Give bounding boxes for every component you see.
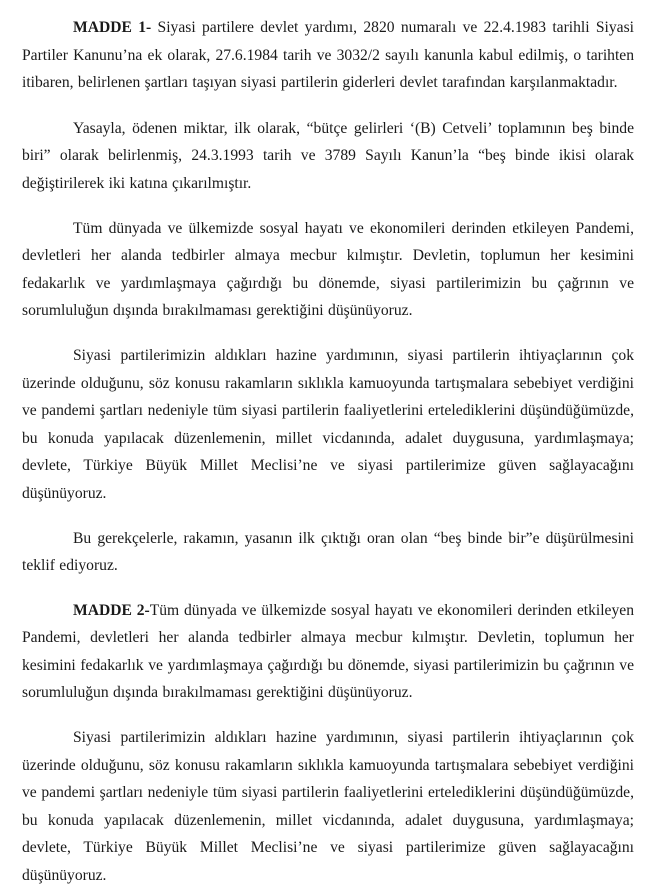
- document-page: [22, 14, 634, 890]
- paragraph-text: Tüm dünyada ve ülkemizde sosyal hayatı ve ekonomileri derinden etkileyen Pandemi, devletleri her alanda tedbirler almaya mecbur kılmıştır. Devletin, toplumun her kesimini fedakarlık ve yardımlaşmaya çağırdığı bu dönemde, siyasi partilerimizin bu çağrının ve sorumluluğun dışında bırakılmaması gerektiğini düşünüyoruz.: [22, 219, 634, 320]
- paragraph-text: Yasayla, ödenen miktar, ilk olarak, “bütçe gelirleri ‘(B) Cetveli’ toplamının beş binde biri” olarak belirlenmiş, 24.3.1993 tarih ve 3789 Sayılı Kanun’la “beş binde ikisi olarak değiştirilerek iki katına çıkarılmıştır.: [22, 119, 634, 192]
- article-heading-madde-1: MADDE 1-: [73, 19, 152, 36]
- paragraph-text: Bu gerekçelerle, rakamın, yasanın ilk çıktığı oran olan “beş binde bir”e düşürülmesini teklif ediyoruz.: [22, 529, 634, 575]
- paragraph-treasury-aid: [22, 342, 634, 508]
- paragraph-treasury-aid-repeat: [22, 724, 634, 890]
- article-heading-madde-2: MADDE 2-: [73, 601, 150, 619]
- paragraph-madde-2: [22, 597, 634, 707]
- paragraph-pandemic: [22, 215, 634, 325]
- paragraph-text: Siyasi partilerimizin aldıkları hazine yardımının, siyasi partilerin ihtiyaçlarının çok üzerinde olduğunu, söz konusu rakamların sıklıkla kamuoyunda tartışmalara sebebiyet verdiğini ve pandemi şartları nedeniyle tüm siyasi partilerin faaliyetlerini ertelediklerini düşündüğümüzde, bu konuda yapılacak düzenlemenin, millet vicdanında, adalet duygusuna, yardımlaşmaya; devlete, Türkiye Büyük Millet Meclisi’ne ve siyasi partilerimize güven sağlayacağını düşünüyoruz.: [22, 729, 634, 885]
- paragraph-text: Siyasi partilerimizin aldıkları hazine yardımının, siyasi partilerin ihtiyaçlarının çok üzerinde olduğunu, söz konusu rakamların sıklıkla kamuoyunda tartışmalara sebebiyet verdiğini ve pandemi şartları nedeniyle tüm siyasi partilerin faaliyetlerini ertelediklerini düşündüğümüzde, bu konuda yapılacak düzenlemenin, millet vicdanında, adalet duygusuna, yardımlaşmaya; devlete, Türkiye Büyük Millet Meclisi’ne ve siyasi partilerimize güven sağlayacağını düşünüyoruz.: [22, 346, 634, 502]
- paragraph-madde-1: [22, 14, 634, 97]
- paragraph-budget-history: [22, 115, 634, 198]
- paragraph-text: Siyasi partilere devlet yardımı, 2820 numaralı ve 22.4.1983 tarihli Siyasi Partiler Kanunu’na ek olarak, 27.6.1984 tarih ve 3032/2 sayılı kanunla kabul edilmiş, o tarihten itibaren, belirlenen şartları taşıyan siyasi partilerin giderleri devlet tarafından karşılanmaktadır.: [22, 19, 635, 92]
- paragraph-text: Tüm dünyada ve ülkemizde sosyal hayatı ve ekonomileri derinden etkileyen Pandemi, devletleri her alanda tedbirler almaya mecbur kılmıştır. Devletin, toplumun her kesimini fedakarlık ve yardımlaşmaya çağırdığı bu dönemde, siyasi partilerimizin bu çağrının ve sorumluluğun dışında bırakılmaması gerektiğini düşünüyoruz.: [22, 601, 634, 702]
- paragraph-proposal: [22, 525, 634, 580]
